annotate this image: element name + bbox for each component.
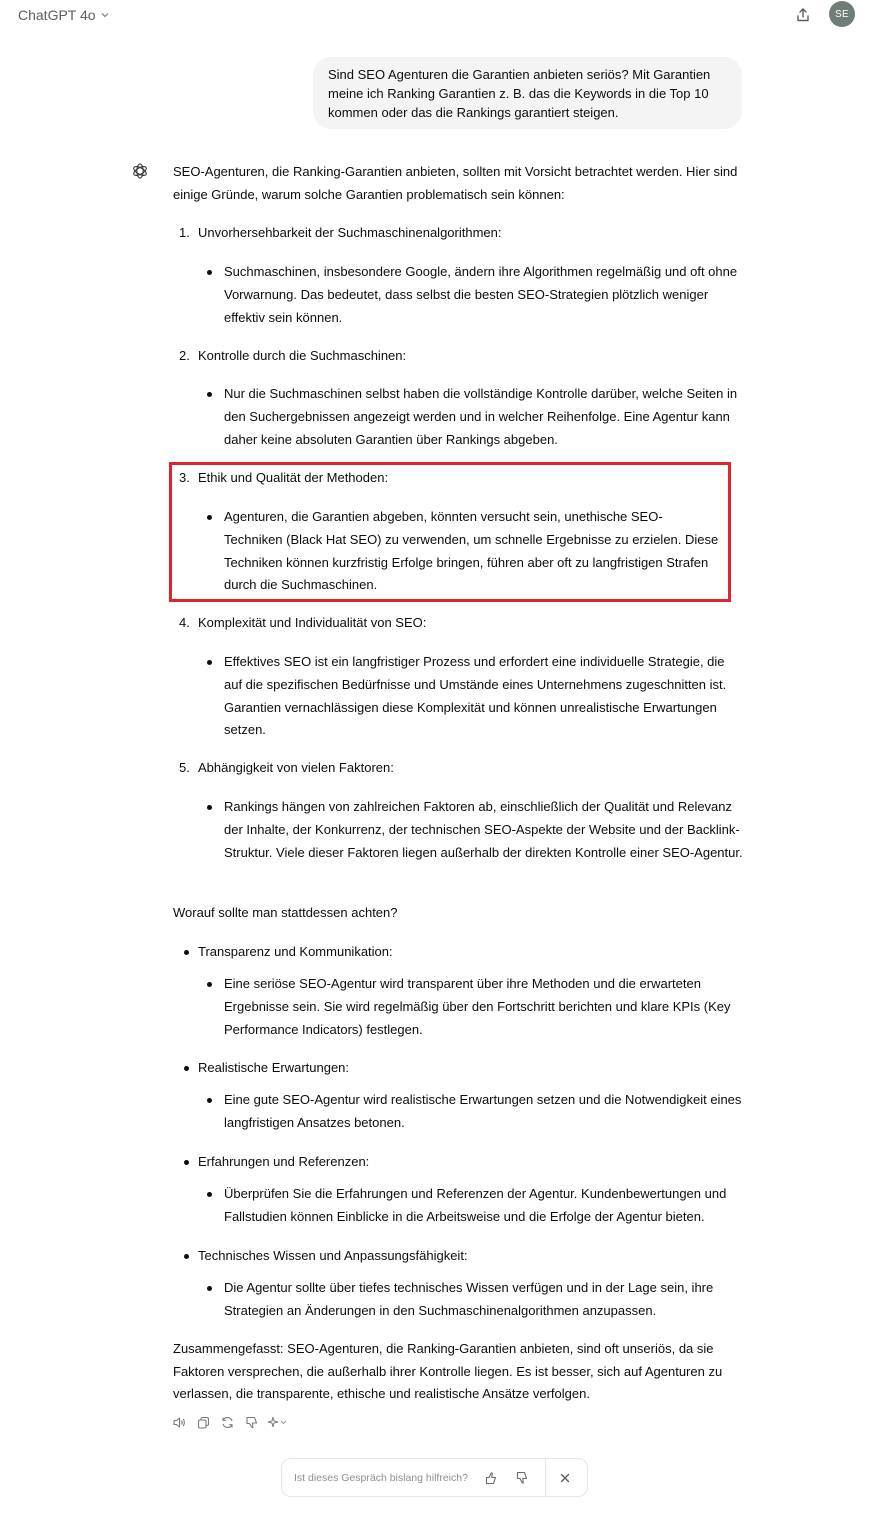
sparkle-icon — [267, 1415, 289, 1430]
subheading: Worauf sollte man stattdessen achten? — [173, 905, 398, 920]
bullet-dot — [207, 270, 212, 275]
bullet-dot — [207, 1098, 212, 1103]
thumbs-down-icon — [515, 1471, 529, 1485]
bullet-dot — [207, 805, 212, 810]
reason-text: Effektives SEO ist ein langfristiger Prozess und erfordert eine individuelle Strategie, die auf die spezifischen Bedürfnisse und Umstände eines Unternehmens zugeschnitten ist. Garantien vernachlässigen diese Komplexität und können unrealistische Erwartungen setzen. — [224, 654, 727, 738]
feedback-prompt — [281, 1458, 588, 1497]
avatar-initials: SE — [835, 8, 849, 20]
share-button[interactable] — [792, 4, 814, 26]
regenerate-button[interactable] — [219, 1414, 235, 1430]
tip-text: Eine seriöse SEO-Agentur wird transparent über ihre Methoden und die erwarteten Ergebnisse sein. Sie wird regelmäßig über den Fortschritt berichten und klare KPIs (Key Performance Indicators) festlegen. — [224, 976, 731, 1037]
reason-text: Nur die Suchmaschinen selbst haben die vollständige Kontrolle darüber, welche Seiten in den Suchergebnissen angezeigt werden und in welcher Reihenfolge. Eine Agentur kann daher keine absoluten Garantien über Rankings abgeben. — [224, 386, 738, 447]
answer-summary: Zusammengefasst: SEO-Agenturen, die Ranking-Garantien anbieten, sind oft unseriös, da sie Faktoren versprechen, die außerhalb ihrer Kontrolle liegen. Es ist besser, sich auf Agenturen zu verlassen, die transparente, ethische und realistische Ansätze verfolgen. — [173, 1341, 723, 1401]
reason-number: 3. — [179, 470, 190, 485]
copy-icon — [196, 1415, 211, 1430]
bullet-dot — [184, 1160, 189, 1165]
feedback-close-button[interactable] — [556, 1469, 574, 1487]
reason-text: Agenturen, die Garantien abgeben, könnten versucht sein, unethische SEO-Techniken (Black Hat SEO) zu verwenden, um schnelle Ergebnisse zu erzielen. Diese Techniken können kurzfristig Erfolge bringen, führen aber oft zu langfristigen Strafen durch die Suchmaschinen. — [224, 509, 719, 593]
feedback-question: Ist dieses Gespräch bislang hilfreich? — [294, 1471, 468, 1484]
divider — [545, 1458, 546, 1497]
reason-title: Abhängigkeit von vielen Faktoren: — [198, 760, 394, 775]
tip-text: Die Agentur sollte über tiefes technisches Wissen verfügen und in der Lage sein, ihre Strategien an Änderungen in den Suchmaschinenalgorithmen anzupassen. — [224, 1280, 714, 1318]
tip-title: Realistische Erwartungen: — [198, 1060, 350, 1075]
tip-text: Überprüfen Sie die Erfahrungen und Referenzen der Agentur. Kundenbewertungen und Fallstudien können Einblicke in die Arbeitsweise und die Erfolge der Agentur bieten. — [224, 1186, 727, 1224]
reason-text: Rankings hängen von zahlreichen Faktoren ab, einschließlich der Qualität und Relevanz der Inhalte, der Konkurrenz, der technischen SEO-Aspekte der Website und der Backlink-Struktur. Viele dieser Faktoren liegen außerhalb der direkten Kontrolle einer SEO-Agentur. — [224, 799, 743, 860]
answer-intro: SEO-Agenturen, die Ranking-Garantien anbieten, sollten mit Vorsicht betrachtet werden. Hier sind einige Gründe, warum solche Garantien problematisch sein können: — [173, 164, 738, 202]
reason-number: 5. — [179, 760, 190, 775]
share-icon — [795, 7, 811, 23]
reason-number: 1. — [179, 225, 190, 240]
reason-number: 2. — [179, 348, 190, 363]
bullet-dot — [207, 982, 212, 987]
user-message-text: Sind SEO Agenturen die Garantien anbieten seriös? Mit Garantien meine ich Ranking Garantien z. B. das die Keywords in die Top 10 kommen oder das die Rankings garantiert steigen. — [328, 67, 711, 120]
user-message-bubble — [313, 57, 742, 129]
model-name: ChatGPT 4o — [18, 7, 96, 23]
bullet-dot — [207, 1286, 212, 1291]
bullet-dot — [207, 515, 212, 520]
tip-text: Eine gute SEO-Agentur wird realistische Erwartungen setzen und die Notwendigkeit eines langfristigen Ansatzes betonen. — [224, 1092, 742, 1130]
close-icon — [559, 1472, 571, 1484]
bullet-dot — [184, 1066, 189, 1071]
copy-button[interactable] — [195, 1414, 211, 1430]
reason-text: Suchmaschinen, insbesondere Google, ändern ihre Algorithmen regelmäßig und oft ohne Vorwarnung. Das bedeutet, dass selbst die besten SEO-Strategien plötzlich weniger effektiv sein können. — [224, 264, 738, 325]
thumbs-up-icon — [484, 1471, 498, 1485]
avatar[interactable] — [829, 1, 855, 27]
feedback-thumbs-up-button[interactable] — [482, 1469, 500, 1487]
reason-title: Komplexität und Individualität von SEO: — [198, 615, 427, 630]
bullet-dot — [207, 660, 212, 665]
reason-title: Ethik und Qualität der Methoden: — [198, 470, 389, 485]
bullet-dot — [207, 392, 212, 397]
reason-title: Kontrolle durch die Suchmaschinen: — [198, 348, 407, 363]
chatgpt-logo-icon — [131, 162, 149, 180]
speaker-icon — [172, 1415, 187, 1430]
feedback-thumbs-down-button[interactable] — [513, 1469, 531, 1487]
thumbs-down-icon — [244, 1415, 259, 1430]
refresh-icon — [220, 1415, 235, 1430]
reason-number: 4. — [179, 615, 190, 630]
bullet-dot — [184, 1254, 189, 1259]
chevron-down-icon — [100, 10, 110, 20]
reason-title: Unvorhersehbarkeit der Suchmaschinenalgorithmen: — [198, 225, 502, 240]
thumbs-down-button[interactable] — [243, 1414, 259, 1430]
model-switch-button[interactable] — [267, 1414, 289, 1430]
tip-title: Erfahrungen und Referenzen: — [198, 1154, 370, 1169]
read-aloud-button[interactable] — [171, 1414, 187, 1430]
tip-title: Transparenz und Kommunikation: — [198, 944, 393, 959]
bullet-dot — [184, 950, 189, 955]
tip-title: Technisches Wissen und Anpassungsfähigkeit: — [198, 1248, 468, 1263]
message-actions — [171, 1414, 289, 1430]
model-selector[interactable] — [18, 6, 110, 24]
bullet-dot — [207, 1192, 212, 1197]
